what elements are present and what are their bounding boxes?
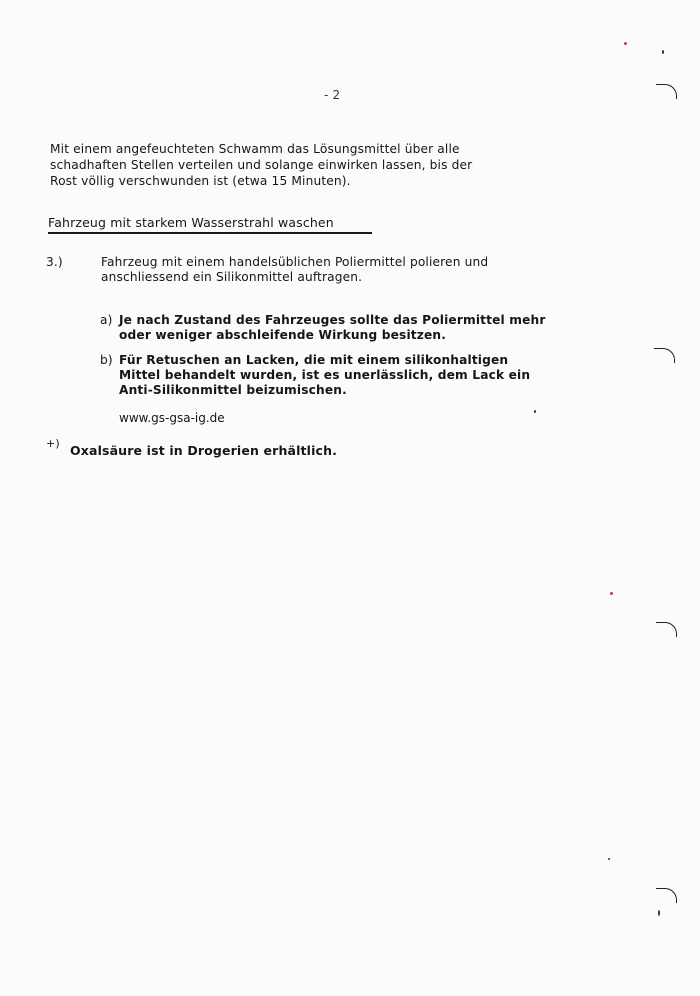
scan-speck xyxy=(534,410,536,413)
intro-line-2: schadhaften Stellen verteilen und solange einwirken lassen, bis der xyxy=(50,158,473,172)
footnote-text: Oxalsäure ist in Drogerien erhältlich. xyxy=(70,443,338,458)
heading-underline xyxy=(48,232,372,234)
note-b-label: b) xyxy=(100,353,113,367)
footnote-mark: +) xyxy=(46,437,60,450)
note-a-label: a) xyxy=(100,313,113,327)
scan-speck xyxy=(662,50,664,54)
note-a-line-2: oder weniger abschleifende Wirkung besitzen. xyxy=(119,328,447,342)
punch-hole-mark xyxy=(656,888,677,903)
step-line-2: anschliessend ein Silikonmittel auftragen. xyxy=(101,270,363,284)
website-link[interactable]: www.gs-gsa-ig.de xyxy=(119,411,225,425)
step-line-1: Fahrzeug mit einem handelsüblichen Poliermittel polieren und xyxy=(101,255,489,269)
scan-speck xyxy=(624,42,627,45)
page-number: - 2 xyxy=(324,88,341,102)
step-number: 3.) xyxy=(46,255,63,269)
punch-hole-mark xyxy=(654,348,675,363)
intro-line-3: Rost völlig verschwunden ist (etwa 15 Minuten). xyxy=(50,174,351,188)
punch-hole-mark xyxy=(656,622,677,637)
punch-hole-mark xyxy=(656,84,677,99)
note-b-line-2: Mittel behandelt wurden, ist es unerlässlich, dem Lack ein xyxy=(119,368,531,382)
intro-line-1: Mit einem angefeuchteten Schwamm das Lösungsmittel über alle xyxy=(50,142,460,156)
scan-speck xyxy=(610,592,613,595)
scan-speck xyxy=(608,858,610,860)
note-b-line-3: Anti-Silikonmittel beizumischen. xyxy=(119,383,347,397)
scan-speck xyxy=(658,910,660,916)
note-b-line-1: Für Retuschen an Lacken, die mit einem silikonhaltigen xyxy=(119,353,509,367)
section-heading: Fahrzeug mit starkem Wasserstrahl waschen xyxy=(48,215,334,230)
note-a-line-1: Je nach Zustand des Fahrzeuges sollte das Poliermittel mehr xyxy=(119,313,546,327)
